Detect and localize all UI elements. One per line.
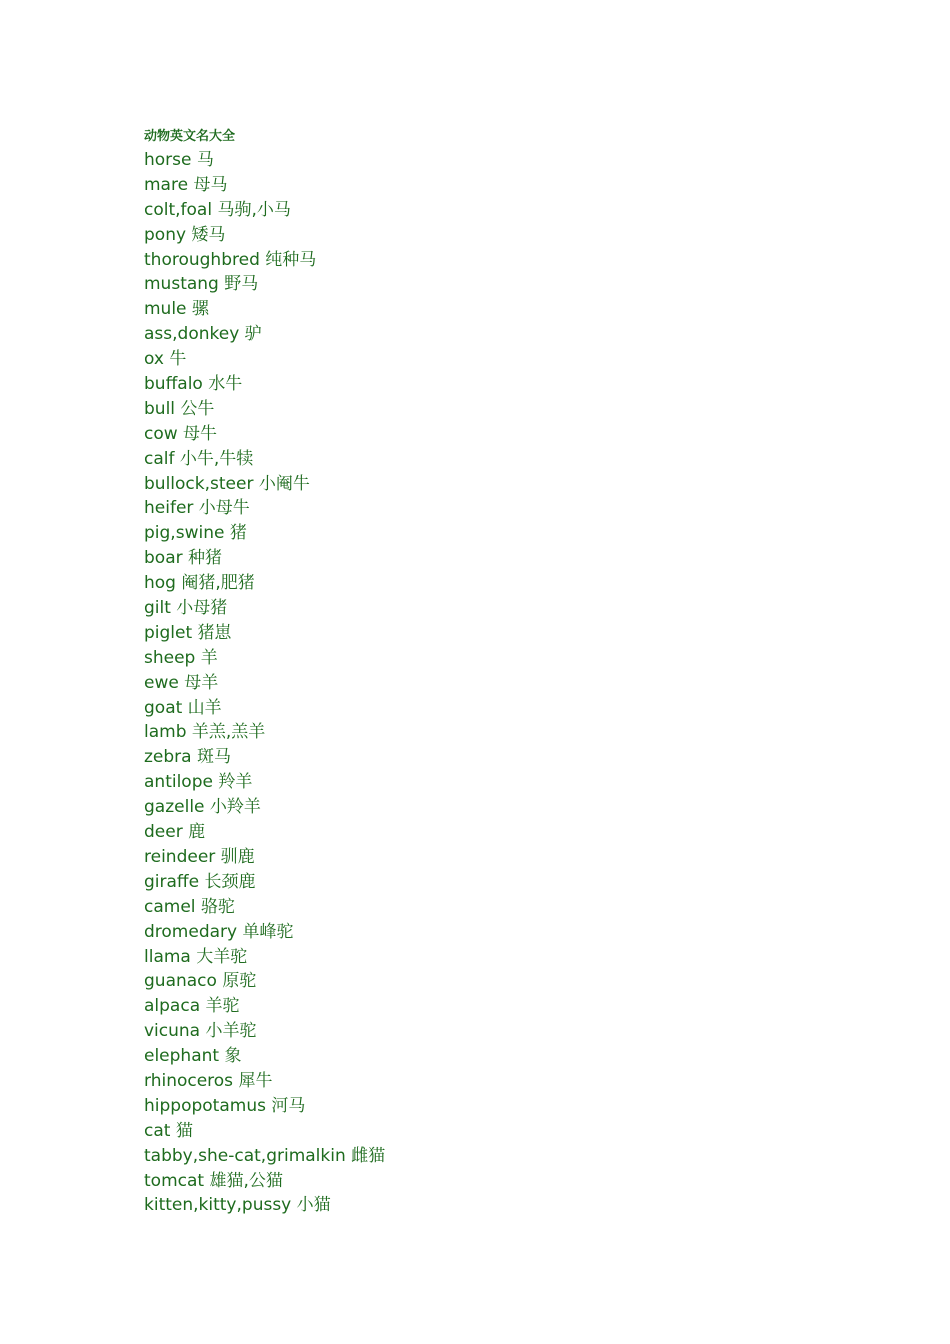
vocabulary-entry: heifer 小母牛: [144, 498, 250, 519]
vocabulary-entry: guanaco 原驼: [144, 971, 257, 992]
vocabulary-entry: alpaca 羊驼: [144, 996, 240, 1017]
vocabulary-entry: hippopotamus 河马: [144, 1095, 306, 1116]
vocabulary-entry: ass,donkey 驴: [144, 324, 262, 345]
vocabulary-entry: tomcat 雄猫,公猫: [144, 1170, 283, 1191]
vocabulary-entry: horse 马: [144, 150, 214, 170]
vocabulary-entry: piglet 猪崽: [144, 622, 232, 643]
vocabulary-entry: zebra 斑马: [144, 747, 231, 768]
vocabulary-entry: dromedary 单峰驼: [144, 921, 294, 942]
vocabulary-entry: bull 公牛: [144, 398, 215, 419]
vocabulary-entry: deer 鹿: [144, 822, 206, 843]
vocabulary-entry: pony 矮马: [144, 224, 226, 245]
vocabulary-entry: hog 阉猪,肥猪: [144, 573, 255, 594]
document-body: [144, 126, 904, 1218]
vocabulary-entry: mustang 野马: [144, 274, 259, 295]
vocabulary-entry: buffalo 水牛: [144, 374, 243, 395]
vocabulary-entry: ewe 母羊: [144, 672, 219, 693]
vocabulary-entry: cow 母牛: [144, 423, 218, 444]
vocabulary-entry: ox 牛: [144, 349, 187, 370]
vocabulary-entry: gazelle 小羚羊: [144, 797, 261, 818]
vocabulary-entry: mare 母马: [144, 174, 228, 195]
vocabulary-entry: calf 小牛,牛犊: [144, 448, 254, 469]
vocabulary-entry: gilt 小母猪: [144, 598, 228, 619]
vocabulary-entry: colt,foal 马驹,小马: [144, 199, 291, 220]
vocabulary-entry: kitten,kitty,pussy 小猫: [144, 1195, 331, 1216]
vocabulary-entry: giraffe 长颈鹿: [144, 871, 256, 892]
vocabulary-entry: goat 山羊: [144, 697, 222, 718]
vocabulary-entry: cat 猫: [144, 1120, 193, 1141]
vocabulary-entry: mule 骡: [144, 299, 209, 320]
vocabulary-entry: tabby,she-cat,grimalkin 雌猫: [144, 1145, 386, 1166]
vocabulary-entry: reindeer 驯鹿: [144, 846, 255, 867]
vocabulary-entry: sheep 羊: [144, 647, 218, 668]
vocabulary-entry: camel 骆驼: [144, 896, 235, 917]
document-title: 动物英文名大全: [144, 129, 236, 144]
vocabulary-entry: boar 种猪: [144, 548, 223, 569]
vocabulary-entry: llama 大羊驼: [144, 946, 248, 967]
vocabulary-entry: bullock,steer 小阉牛: [144, 473, 310, 494]
vocabulary-entry: antilope 羚羊: [144, 772, 253, 793]
vocabulary-entry: lamb 羊羔,羔羊: [144, 722, 266, 743]
vocabulary-entry: vicuna 小羊驼: [144, 1021, 257, 1042]
animal-vocabulary-list: [144, 148, 904, 1218]
vocabulary-entry: pig,swine 猪: [144, 523, 247, 544]
vocabulary-entry: rhinoceros 犀牛: [144, 1070, 273, 1091]
vocabulary-entry: thoroughbred 纯种马: [144, 249, 317, 270]
vocabulary-entry: elephant 象: [144, 1046, 242, 1067]
